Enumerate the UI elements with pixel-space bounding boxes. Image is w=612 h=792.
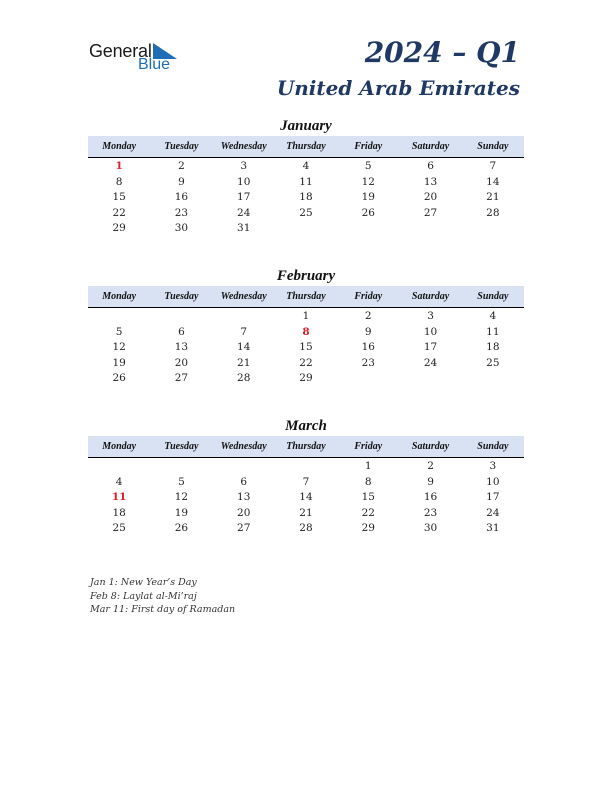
day-cell: 30 xyxy=(174,222,189,234)
weekday-header-tuesday: Tuesday xyxy=(164,141,199,152)
week-row xyxy=(88,221,524,237)
days-grid xyxy=(88,458,524,537)
holiday-day-cell: 1 xyxy=(115,160,123,172)
day-cell: 27 xyxy=(174,372,189,384)
day-cell: 18 xyxy=(299,191,313,203)
day-cell: 2 xyxy=(178,160,185,172)
page-title: 2024 – Q1 xyxy=(364,36,520,69)
day-cell: 21 xyxy=(237,356,251,369)
day-cell: 13 xyxy=(174,341,189,353)
day-cell: 20 xyxy=(174,356,189,369)
day-cell: 10 xyxy=(423,325,438,338)
weekday-header-sunday: Sunday xyxy=(477,291,509,302)
day-cell: 15 xyxy=(299,341,313,353)
weekday-header-sunday: Sunday xyxy=(477,441,509,452)
day-cell: 6 xyxy=(240,475,248,488)
day-cell: 14 xyxy=(237,341,251,353)
day-cell: 20 xyxy=(423,191,438,203)
day-cell: 2 xyxy=(427,460,434,472)
day-cell: 27 xyxy=(423,206,438,219)
holiday-note: Mar 11: First day of Ramadan xyxy=(90,604,236,615)
day-cell xyxy=(150,309,212,325)
weekday-header-thursday: Thursday xyxy=(286,291,326,302)
days-grid xyxy=(88,158,524,237)
day-cell: 30 xyxy=(423,522,438,534)
day-cell: 13 xyxy=(423,175,438,188)
day-cell: 14 xyxy=(299,491,313,503)
day-cell xyxy=(275,221,337,237)
week-row xyxy=(88,309,524,325)
month-march xyxy=(88,416,524,537)
day-cell: 22 xyxy=(299,356,313,369)
day-cell xyxy=(213,459,275,475)
week-row xyxy=(88,506,524,522)
day-cell: 16 xyxy=(361,341,375,353)
weekday-header-saturday: Saturday xyxy=(411,141,450,152)
logo-blue-text: Blue xyxy=(138,56,171,73)
day-cell: 27 xyxy=(237,522,251,534)
week-row xyxy=(88,356,524,372)
day-cell: 29 xyxy=(112,222,126,234)
week-row xyxy=(88,190,524,206)
day-cell: 9 xyxy=(178,175,185,188)
month-february xyxy=(88,266,524,387)
day-cell: 3 xyxy=(240,160,248,172)
day-cell xyxy=(337,371,399,387)
holiday-note: Feb 8: Laylat al-Mi’raj xyxy=(90,590,197,602)
day-cell: 15 xyxy=(361,491,375,503)
day-cell xyxy=(88,309,150,325)
day-cell: 4 xyxy=(489,310,497,322)
day-cell: 12 xyxy=(174,491,189,503)
weekday-header-saturday: Saturday xyxy=(411,291,450,302)
day-cell: 4 xyxy=(302,160,310,172)
day-cell: 3 xyxy=(489,460,497,472)
day-cell: 17 xyxy=(486,491,500,503)
day-cell: 24 xyxy=(423,356,438,369)
day-cell: 29 xyxy=(299,372,313,384)
week-row xyxy=(88,459,524,475)
day-cell: 9 xyxy=(427,475,434,488)
day-cell: 24 xyxy=(486,506,500,519)
day-cell: 2 xyxy=(364,310,372,322)
holiday-notes xyxy=(90,576,390,617)
day-cell: 24 xyxy=(237,206,251,219)
week-row xyxy=(88,340,524,356)
week-row xyxy=(88,521,524,537)
weekday-header-wednesday: Wednesday xyxy=(220,291,267,302)
weekday-header-friday: Friday xyxy=(354,291,383,302)
day-cell: 12 xyxy=(361,175,375,188)
weekday-header-sunday: Sunday xyxy=(477,141,509,152)
day-cell: 18 xyxy=(486,341,500,353)
day-cell: 7 xyxy=(489,160,497,172)
day-cell: 19 xyxy=(174,506,189,519)
day-cell: 8 xyxy=(364,475,372,488)
month-name: February xyxy=(276,268,336,284)
day-cell: 22 xyxy=(361,506,375,519)
day-cell: 6 xyxy=(178,325,185,338)
day-cell: 17 xyxy=(423,341,438,353)
day-cell: 10 xyxy=(486,475,500,488)
weekday-header-thursday: Thursday xyxy=(286,141,326,152)
day-cell: 23 xyxy=(423,506,438,519)
week-row xyxy=(88,325,524,341)
day-cell xyxy=(399,371,461,387)
day-cell: 22 xyxy=(112,206,126,219)
day-cell: 5 xyxy=(115,325,123,338)
day-cell: 23 xyxy=(361,356,375,369)
day-cell: 10 xyxy=(237,175,251,188)
day-cell xyxy=(88,459,150,475)
day-cell xyxy=(275,459,337,475)
days-grid xyxy=(88,308,524,387)
day-cell: 21 xyxy=(486,191,500,203)
week-row xyxy=(88,475,524,491)
day-cell: 23 xyxy=(174,206,189,219)
weekday-header-row xyxy=(88,286,524,308)
week-row xyxy=(88,206,524,222)
week-row xyxy=(88,490,524,506)
month-january xyxy=(88,116,524,237)
day-cell: 8 xyxy=(115,175,123,188)
day-cell: 13 xyxy=(237,491,251,503)
weekday-header-friday: Friday xyxy=(354,441,383,452)
day-cell: 7 xyxy=(240,325,248,338)
holiday-day-cell: 11 xyxy=(111,491,127,503)
logo xyxy=(89,40,189,76)
weekday-header-row xyxy=(88,136,524,158)
day-cell xyxy=(462,371,524,387)
week-row xyxy=(88,159,524,175)
day-cell: 16 xyxy=(423,491,438,503)
page-subtitle: United Arab Emirates xyxy=(276,76,520,100)
day-cell: 7 xyxy=(302,475,310,488)
week-row xyxy=(88,175,524,191)
day-cell: 17 xyxy=(237,191,251,203)
weekday-header-saturday: Saturday xyxy=(411,441,450,452)
day-cell: 19 xyxy=(112,356,126,369)
day-cell xyxy=(462,221,524,237)
day-cell: 5 xyxy=(178,475,185,488)
week-row xyxy=(88,371,524,387)
day-cell: 26 xyxy=(174,522,189,534)
day-cell: 25 xyxy=(299,206,313,219)
day-cell: 19 xyxy=(361,191,375,203)
weekday-header-tuesday: Tuesday xyxy=(164,441,199,452)
day-cell: 29 xyxy=(361,522,375,534)
day-cell: 11 xyxy=(486,325,500,338)
logo-general-text: General xyxy=(89,41,152,61)
weekday-header-thursday: Thursday xyxy=(286,441,326,452)
day-cell: 5 xyxy=(364,160,372,172)
day-cell: 25 xyxy=(112,522,126,534)
day-cell: 26 xyxy=(112,372,126,384)
weekday-header-tuesday: Tuesday xyxy=(164,291,199,302)
weekday-header-monday: Monday xyxy=(102,441,137,452)
day-cell: 1 xyxy=(364,460,372,472)
day-cell: 28 xyxy=(237,372,251,384)
day-cell xyxy=(150,459,212,475)
day-cell: 16 xyxy=(174,191,189,203)
day-cell: 9 xyxy=(364,325,372,338)
day-cell: 20 xyxy=(237,506,251,519)
day-cell: 15 xyxy=(112,191,126,203)
day-cell: 1 xyxy=(302,310,310,322)
weekday-header-monday: Monday xyxy=(102,141,137,152)
month-name: January xyxy=(280,118,332,134)
day-cell xyxy=(213,309,275,325)
month-name: March xyxy=(285,418,327,434)
holiday-day-cell: 8 xyxy=(302,325,310,338)
day-cell: 21 xyxy=(299,506,313,519)
day-cell: 12 xyxy=(112,341,126,353)
day-cell: 3 xyxy=(427,310,434,322)
day-cell: 28 xyxy=(299,522,313,534)
day-cell: 25 xyxy=(486,356,500,369)
day-cell: 31 xyxy=(237,222,251,234)
day-cell xyxy=(337,221,399,237)
weekday-header-wednesday: Wednesday xyxy=(220,141,267,152)
day-cell: 28 xyxy=(486,206,500,219)
day-cell xyxy=(399,221,461,237)
weekday-header-row xyxy=(88,436,524,458)
holiday-note: Jan 1: New Year’s Day xyxy=(90,577,197,588)
day-cell: 26 xyxy=(361,206,375,219)
day-cell: 18 xyxy=(112,506,126,519)
day-cell: 4 xyxy=(115,475,123,488)
weekday-header-friday: Friday xyxy=(354,141,383,152)
day-cell: 14 xyxy=(486,175,500,188)
weekday-header-wednesday: Wednesday xyxy=(220,441,267,452)
day-cell: 11 xyxy=(299,175,313,188)
day-cell: 31 xyxy=(486,522,500,534)
weekday-header-monday: Monday xyxy=(102,291,137,302)
day-cell: 6 xyxy=(427,160,434,172)
